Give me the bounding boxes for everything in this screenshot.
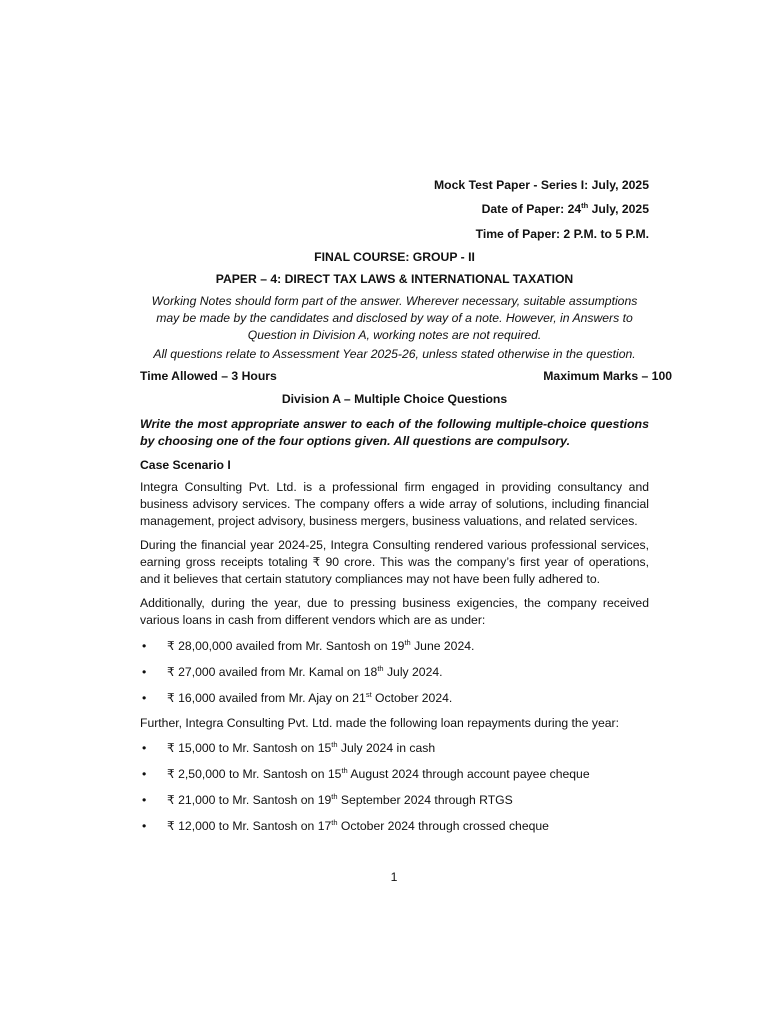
repayment-text-sup: th xyxy=(331,739,338,749)
bullet-icon: • xyxy=(142,639,147,653)
bullet-icon: • xyxy=(142,819,147,833)
division-instruction: Write the most appropriate answer to each of the following multiple-choice questions by choosing one of the four options given. All questions are compulsory. xyxy=(140,417,649,448)
repayment-text-sup: th xyxy=(331,817,338,827)
bullet-icon: • xyxy=(142,793,147,807)
loan-text-end: October 2024. xyxy=(371,691,453,705)
bullet-icon: • xyxy=(142,741,147,755)
max-marks: Maximum Marks – 100 xyxy=(543,369,672,383)
repayment-text-main: ₹ 2,50,000 to Mr. Santosh on 15 xyxy=(167,767,342,781)
repayment-text xyxy=(167,741,435,755)
loan-text xyxy=(167,639,474,653)
repayment-text-main: ₹ 21,000 to Mr. Santosh on 19 xyxy=(167,793,332,807)
loan-text-end: July 2024. xyxy=(383,665,443,679)
date-sup: th xyxy=(581,200,589,210)
time-allowed: Time Allowed – 3 Hours xyxy=(140,369,277,383)
loan-text-sup: th xyxy=(377,663,384,673)
date-line xyxy=(482,202,649,216)
time-line: Time of Paper: 2 P.M. to 5 P.M. xyxy=(475,227,649,241)
bullet-icon: • xyxy=(142,691,147,705)
loan-text-main: ₹ 28,00,000 availed from Mr. Santosh on 19 xyxy=(167,639,405,653)
course-title: FINAL COURSE: GROUP - II xyxy=(314,250,475,264)
paper-title: PAPER – 4: DIRECT TAX LAWS & INTERNATIONAL TAXATION xyxy=(215,272,574,286)
repayment-text-end: October 2024 through crossed cheque xyxy=(337,819,549,833)
loan-text xyxy=(167,691,452,705)
repayment-text-sup: th xyxy=(341,765,348,775)
loan-text-main: ₹ 27,000 availed from Mr. Kamal on 18 xyxy=(167,665,378,679)
repayment-text xyxy=(167,819,549,833)
loan-text-sup: st xyxy=(365,689,372,699)
bullet-icon: • xyxy=(142,767,147,781)
repayment-text xyxy=(167,767,590,781)
working-notes: Working Notes should form part of the answer. Wherever necessary, suitable assumptions may be made by the candidates and disclosed by way of a note. However, in Answers to Question in Division A, working notes are not required. xyxy=(151,294,638,342)
page-number: 1 xyxy=(390,870,398,884)
case-paragraph-2: During the financial year 2024-25, Integra Consulting rendered various professional services, earning gross receipts totaling ₹ 90 crore. This was the company’s first year of operations, and it believes that certain statutory compliances may not have been fully adhered to. xyxy=(140,538,649,586)
repayment-text-end: July 2024 in cash xyxy=(337,741,436,755)
repayment-text-sup: th xyxy=(331,791,338,801)
case-title: Case Scenario I xyxy=(140,458,231,472)
repayment-text-main: ₹ 15,000 to Mr. Santosh on 15 xyxy=(167,741,332,755)
case-paragraph-3: Additionally, during the year, due to pressing business exigencies, the company received various loans in cash from different vendors which are as under: xyxy=(140,596,649,627)
loan-text-sup: th xyxy=(404,637,411,647)
assessment-year-note: All questions relate to Assessment Year 2025-26, unless stated otherwise in the question. xyxy=(153,347,636,361)
case-paragraph-1: Integra Consulting Pvt. Ltd. is a professional firm engaged in providing consultancy and business advisory services. The company offers a wide array of solutions, including financial management, project advisory, business mergers, business valuations, and related services. xyxy=(140,480,649,528)
repayment-text xyxy=(167,793,513,807)
date-prefix: Date of Paper: 24 xyxy=(481,202,582,216)
bullet-icon: • xyxy=(142,665,147,679)
loan-text xyxy=(167,665,443,679)
series-line: Mock Test Paper - Series I: July, 2025 xyxy=(434,178,649,192)
repayment-text-end: August 2024 through account payee cheque xyxy=(347,767,590,781)
repayment-intro: Further, Integra Consulting Pvt. Ltd. made the following loan repayments during the year: xyxy=(140,716,619,730)
division-title: Division A – Multiple Choice Questions xyxy=(281,392,508,406)
date-suffix: July, 2025 xyxy=(588,202,649,216)
repayment-text-main: ₹ 12,000 to Mr. Santosh on 17 xyxy=(167,819,332,833)
loan-text-end: June 2024. xyxy=(410,639,475,653)
loan-text-main: ₹ 16,000 availed from Mr. Ajay on 21 xyxy=(167,691,366,705)
repayment-text-end: September 2024 through RTGS xyxy=(337,793,513,807)
